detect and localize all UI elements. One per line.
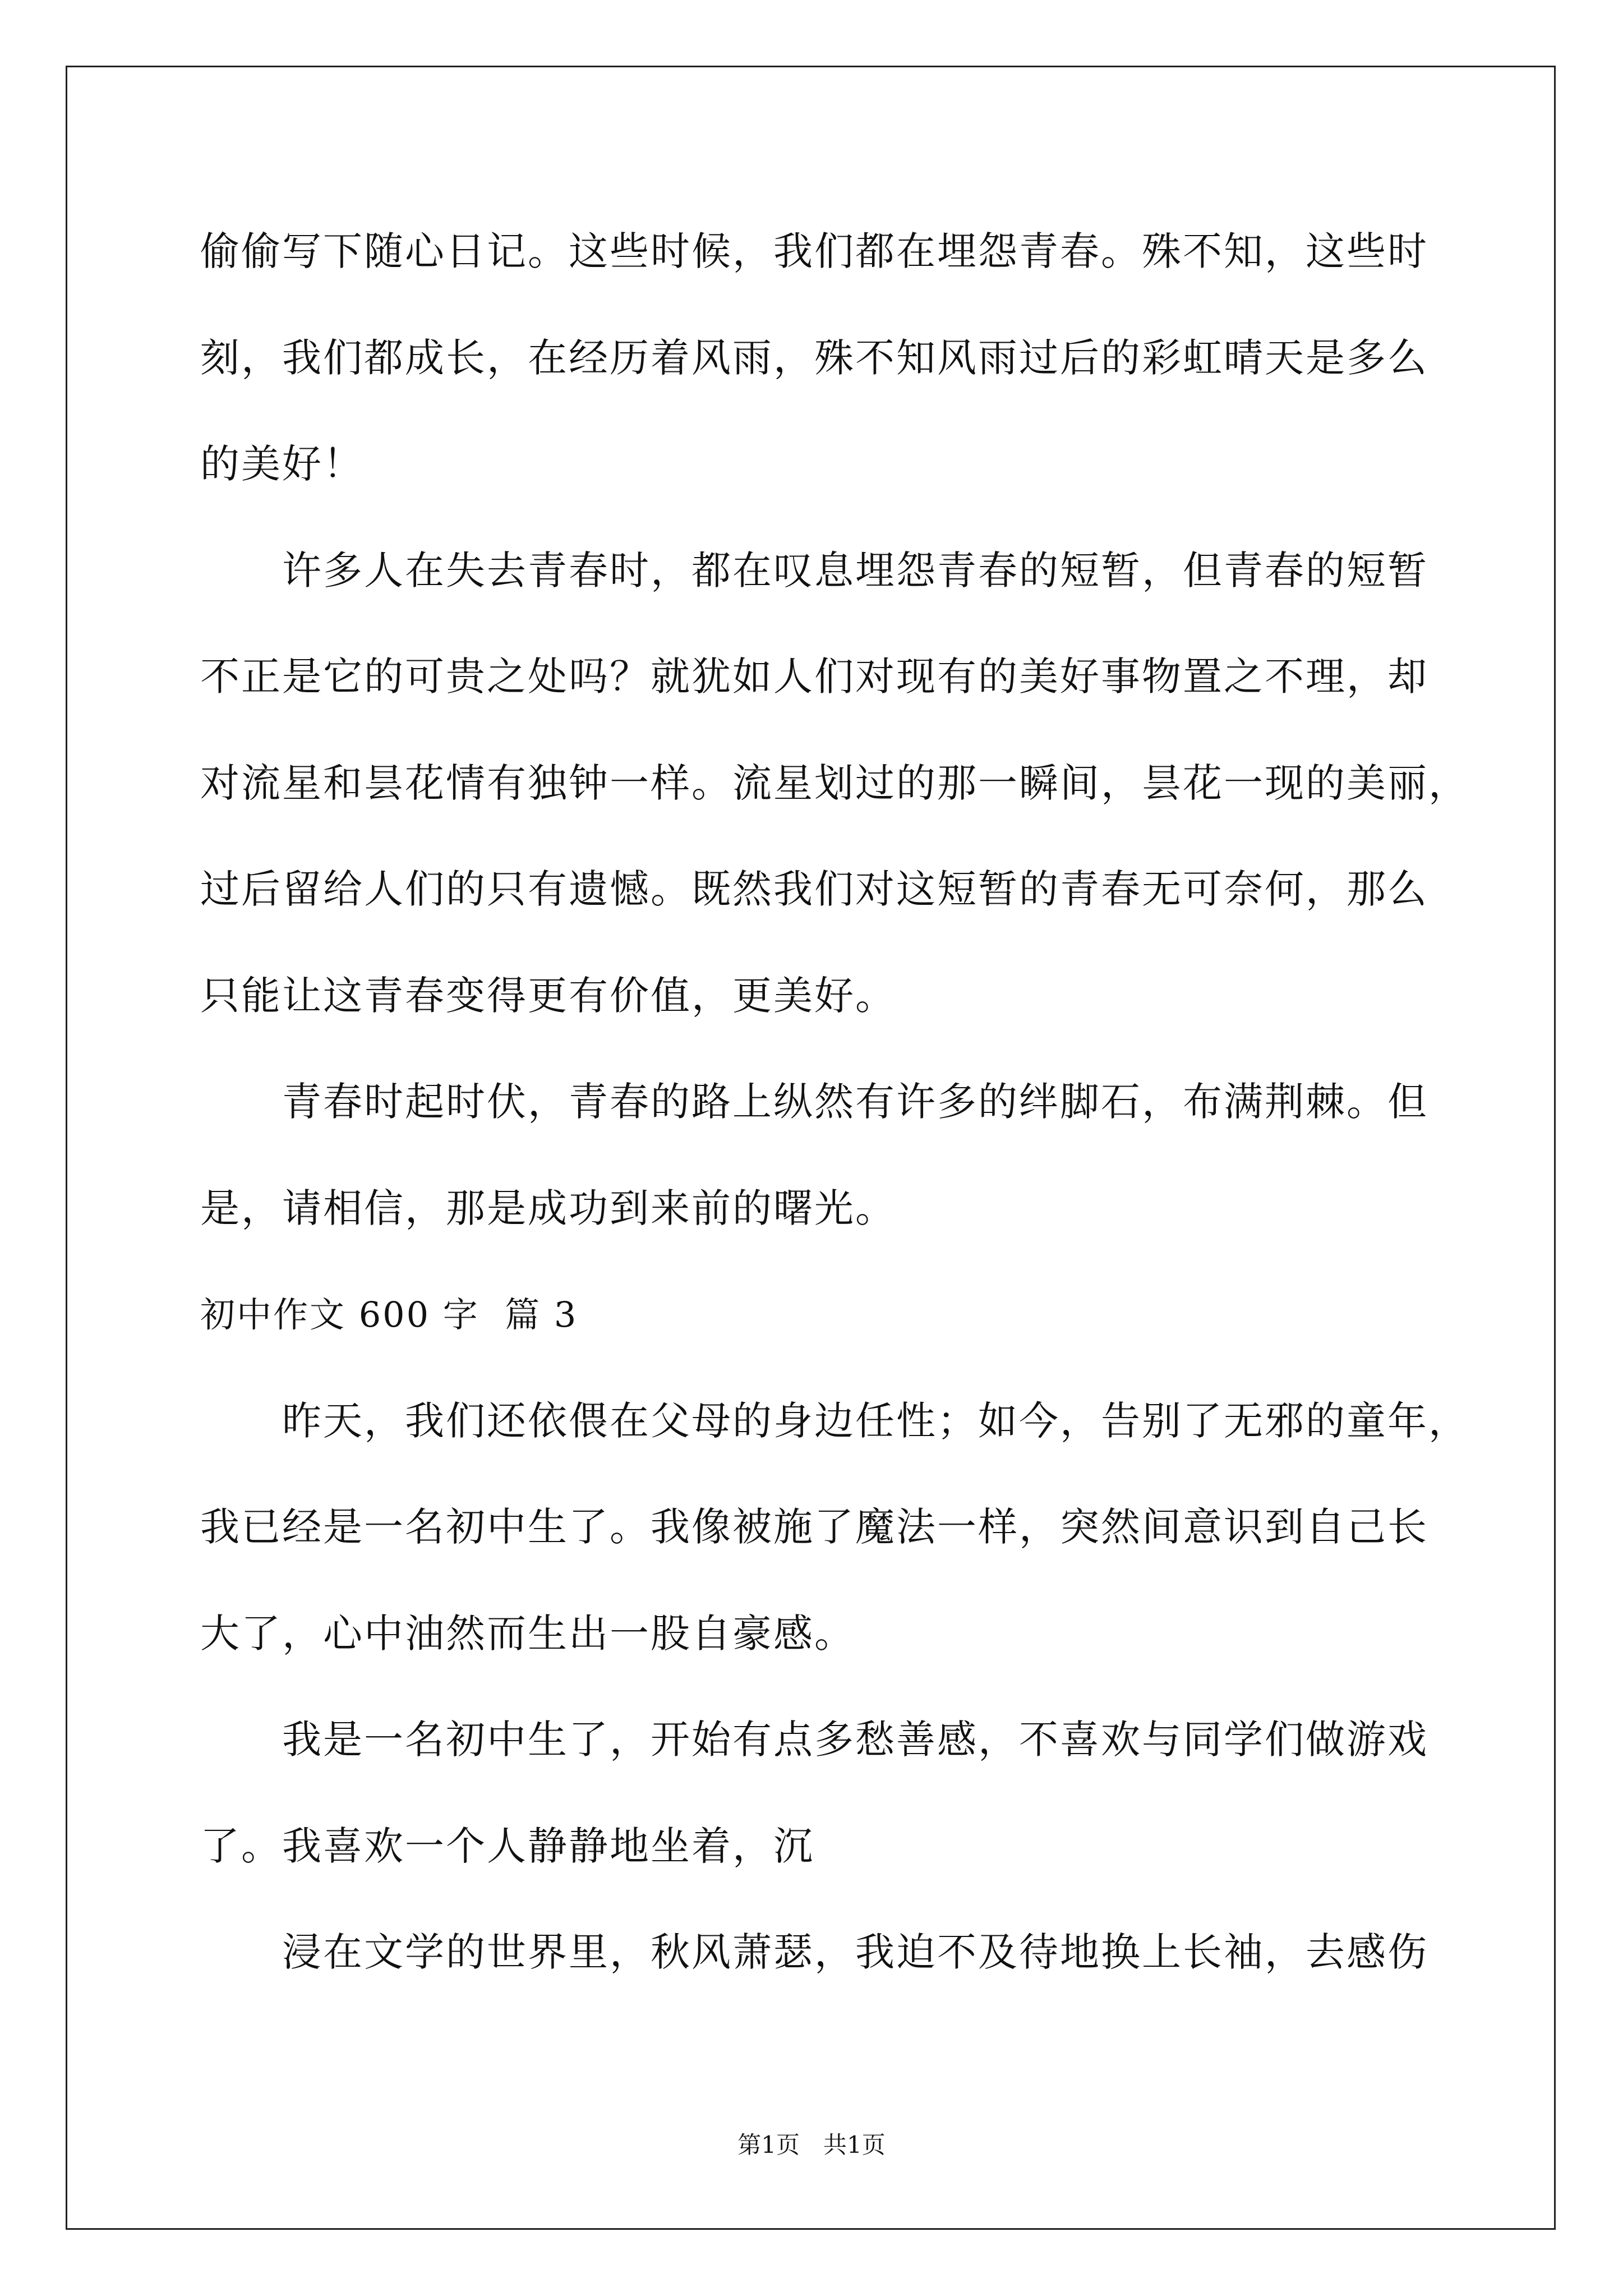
paragraph [200,1368,1490,1687]
document-body [200,199,1490,2006]
text-line: 大了，心中油然而生出一股自豪感。 [200,1610,855,1657]
text-line: 的美好！ [200,441,364,487]
text-line: 许多人在失去青春时，都在叹息埋怨青春的短暂，但青春的短暂 [282,547,1428,593]
text-line: 只能让这青春变得更有价值，更美好。 [200,972,896,1019]
text-line: 偷偷写下随心日记。这些时候，我们都在埋怨青春。殊不知，这些时 [200,228,1428,274]
text-line: 我已经是一名初中生了。我像被施了魔法一样，突然间意识到自己长 [200,1504,1428,1550]
section-heading: 初中作文 600 字 篇 3 [200,1294,578,1335]
text-line: 浸在文学的世界里，秋风萧瑟，我迫不及待地换上长袖，去感伤 [282,1929,1428,1975]
text-line: 对流星和昙花情有独钟一样。流星划过的那一瞬间，昙花一现的美丽， [200,760,1469,806]
text-line: 不正是它的可贵之处吗？就犹如人们对现有的美好事物置之不理，却 [200,654,1428,700]
paragraph [200,1687,1490,1899]
text-line: 过后留给人们的只有遗憾。既然我们对这短暂的青春无可奈何，那么 [200,866,1428,912]
text-line: 青春时起时伏，青春的路上纵然有许多的绊脚石，布满荆棘。但 [282,1079,1428,1125]
paragraph [200,518,1490,1050]
text-line: 刻，我们都成长，在经历着风雨，殊不知风雨过后的彩虹晴天是多么 [200,334,1428,381]
text-line: 我是一名初中生了，开始有点多愁善感，不喜欢与同学们做游戏 [282,1717,1428,1763]
paragraph [200,1899,1490,2006]
text-line: 昨天，我们还依偎在父母的身边任性；如今，告别了无邪的童年， [282,1397,1469,1444]
paragraph [200,199,1490,518]
page-footer: 第1页 共1页 [737,2131,886,2159]
text-line: 了。我喜欢一个人静静地坐着，沉 [200,1823,814,1869]
text-line: 是，请相信，那是成功到来前的曙光。 [200,1185,896,1231]
paragraph [200,1049,1490,1262]
